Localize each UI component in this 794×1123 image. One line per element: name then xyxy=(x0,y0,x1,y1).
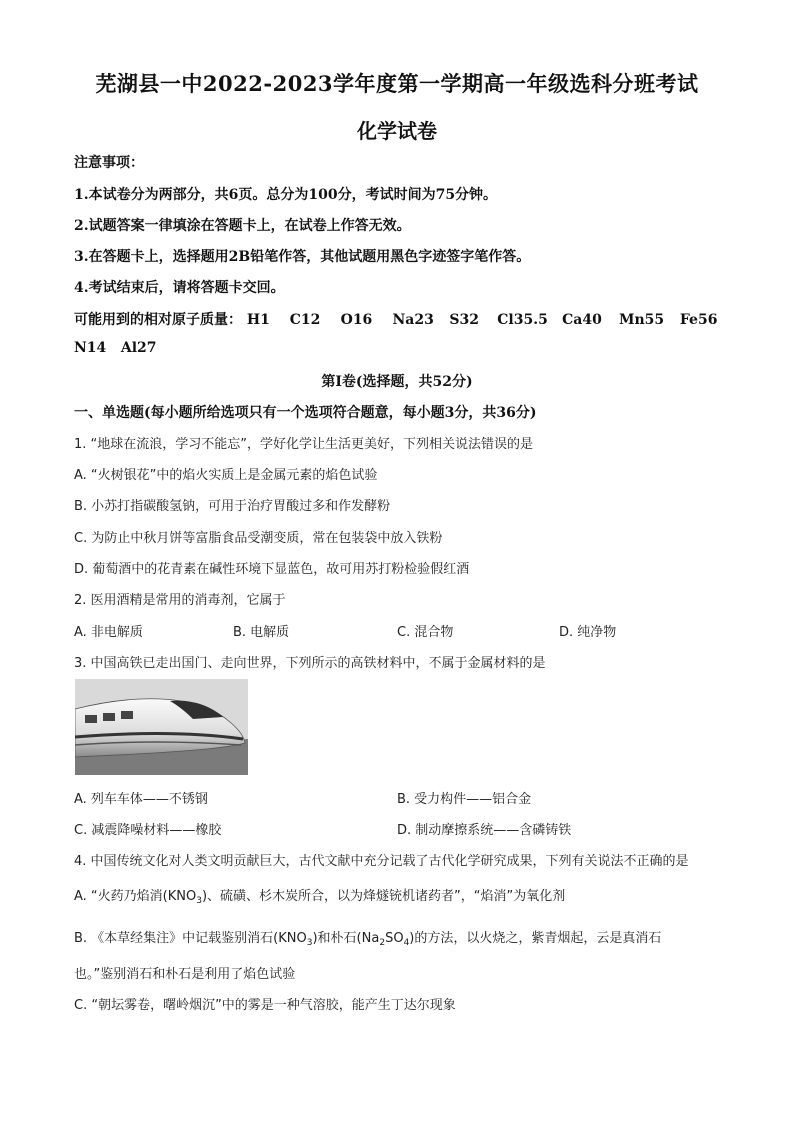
mass-na: Na23 xyxy=(392,312,434,328)
train-illustration xyxy=(75,679,248,775)
mass-c: C12 xyxy=(289,312,321,328)
mass-h: H1 xyxy=(246,312,270,328)
q2-option-d: D. 纯净物 xyxy=(559,625,617,640)
na2so4-formula: $Na_2SO_4$ xyxy=(361,931,410,948)
q2-option-b: B. 电解质 xyxy=(233,625,290,640)
mass-fe: Fe56 xyxy=(679,312,718,328)
q3-option-c: C. 减震降噪材料——橡胶 xyxy=(74,823,222,838)
q1-option-a: A. “火树银花”中的焰火实质上是金属元素的焰色试验 xyxy=(74,468,378,483)
exam-title: 芜湖县一中2022-2023学年度第一学期高一年级选科分班考试 xyxy=(95,71,699,96)
q4-b-text-start: B. 《本草经集注》中记载鉴别消石( xyxy=(74,931,279,946)
q1-option-c: C. 为防止中秋月饼等富脂食品受潮变质，常在包装袋中放入铁粉 xyxy=(74,531,443,546)
q2-option-c: C. 混合物 xyxy=(397,625,454,640)
mass-cl: Cl35.5 xyxy=(497,312,548,328)
q4-stem: 4. 中国传统文化对人类文明贡献巨大，古代文献中充分记载了古代化学研究成果，下列有关说法不正确的是 xyxy=(74,854,689,869)
q1-stem: 1. “地球在流浪，学习不能忘”，学好化学让生活更美好，下列相关说法错误的是 xyxy=(74,437,534,452)
high-speed-train-image xyxy=(75,679,248,775)
q3-option-b: B. 受力构件——铝合金 xyxy=(397,792,532,807)
note-item-1: 1.本试卷分为两部分，共6页。总分为100分，考试时间为75分钟。 xyxy=(74,187,498,203)
atomic-masses-row-1 xyxy=(74,309,717,329)
q4-option-a xyxy=(74,885,565,906)
q3-option-d: D. 制动摩擦系统——含磷铸铁 xyxy=(397,823,572,838)
q3-stem: 3. 中国高铁已走出国门、走向世界，下列所示的高铁材料中，不属于金属材料的是 xyxy=(74,656,546,671)
mass-s: S32 xyxy=(449,312,479,328)
q1-option-b: B. 小苏打指碳酸氢钠，可用于治疗胃酸过多和作发酵粉 xyxy=(74,499,391,514)
mass-ca: Ca40 xyxy=(562,312,602,328)
note-item-2: 2.试题答案一律填涂在答题卡上，在试卷上作答无效。 xyxy=(74,218,411,234)
section-heading: 一、单选题(每小题所给选项只有一个选项符合题意，每小题3分，共36分) xyxy=(74,405,537,421)
q4-a-text-end: )、硫磺、杉木炭所合，以为烽燧铳机诸药者”，“焰消”为氧化剂 xyxy=(201,889,566,904)
mass-o: O16 xyxy=(340,312,373,328)
q4-a-text-start: A. “火药乃焰消( xyxy=(74,889,168,904)
mass-al: Al27 xyxy=(120,340,157,356)
note-item-4: 4.考试结束后，请将答题卡交回。 xyxy=(74,280,285,296)
q4-option-b xyxy=(74,927,661,948)
q2-option-a: A. 非电解质 xyxy=(74,625,143,640)
q1-option-d: D. 葡萄酒中的花青素在碱性环境下显蓝色，故可用苏打粉检验假红酒 xyxy=(74,562,470,577)
exam-subtitle: 化学试卷 xyxy=(357,119,437,143)
notes-heading: 注意事项： xyxy=(74,155,144,171)
q4-b-text-end: )的方法，以火烧之，紫青烟起，云是真消石 xyxy=(409,931,662,946)
kno3-formula: $KNO_3$ xyxy=(167,889,202,906)
part-one-title: 第Ⅰ卷(选择题，共52分) xyxy=(321,374,473,390)
atomic-masses-label: 可能用到的相对原子质量： xyxy=(74,312,242,328)
q3-option-a: A. 列车车体——不锈钢 xyxy=(74,792,208,807)
q4-option-c: C. “朝坛雾卷，曙岭烟沉”中的雾是一种气溶胶，能产生丁达尔现象 xyxy=(74,998,456,1013)
q4-b-text-mid: )和朴石( xyxy=(312,931,362,946)
mass-n: N14 xyxy=(74,340,107,356)
q4-option-b-continued: 也。”鉴别消石和朴石是利用了焰色试验 xyxy=(74,967,296,982)
kno3-formula-b: $KNO_3$ xyxy=(278,931,313,948)
note-item-3: 3.在答题卡上，选择题用2B铅笔作答，其他试题用黑色字迹签字笔作答。 xyxy=(74,249,531,265)
mass-mn: Mn55 xyxy=(619,312,665,328)
q2-stem: 2. 医用酒精是常用的消毒剂，它属于 xyxy=(74,593,286,608)
atomic-masses-row-2 xyxy=(74,340,157,356)
